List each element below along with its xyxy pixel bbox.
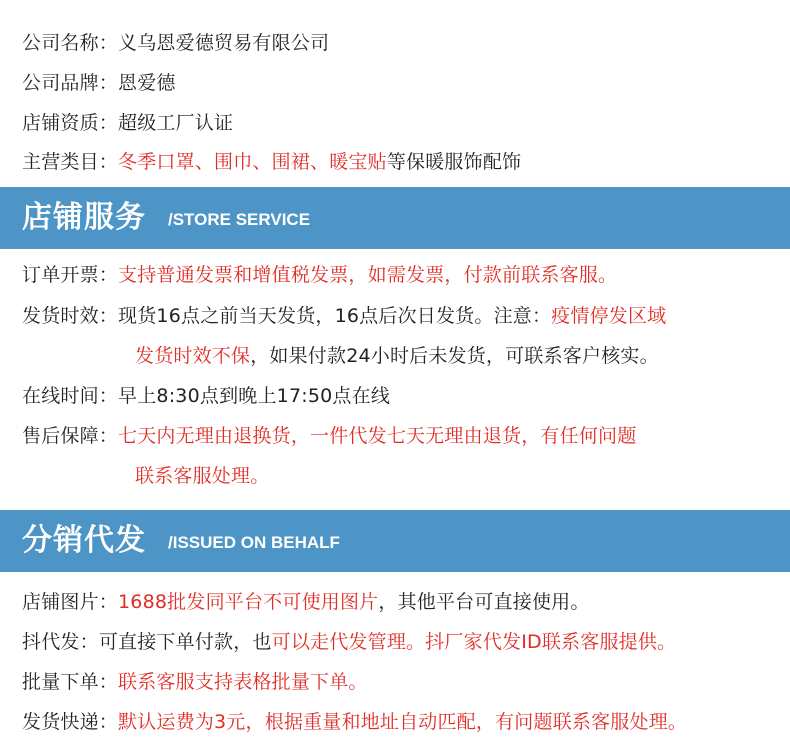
store-qualification-label: 店铺资质： [22, 112, 119, 134]
company-name-row [22, 30, 329, 56]
shipping-express-value: 默认运费为3元，根据重量和地址自动匹配，有问题联系客服处理。 [118, 711, 688, 733]
douyin-dropship-highlight: 可以走代发管理。抖厂家代发ID联系客服提供。 [271, 631, 677, 653]
store-qualification-row [22, 110, 233, 136]
store-images-rest: ，其他平台可直接使用。 [378, 591, 590, 613]
online-time-label: 在线时间： [22, 385, 119, 407]
shipping-time-text: 现货16点之前当天发货，16点后次日发货。注意： [118, 305, 552, 327]
after-sale-row-cont [22, 463, 269, 489]
store-images-row [22, 589, 590, 615]
company-brand-value: 恩爱德 [118, 72, 176, 94]
company-brand-label: 公司品牌： [22, 72, 119, 94]
store-service-header [0, 187, 790, 249]
invoice-value: 支持普通发票和增值税发票，如需发票，付款前联系客服。 [118, 264, 618, 286]
company-name-label: 公司名称： [22, 32, 119, 54]
shipping-express-row [22, 709, 687, 735]
main-category-rest: 等保暖服饰配饰 [386, 151, 522, 173]
after-sale-row [22, 423, 636, 449]
shipping-time-row-cont [22, 343, 659, 369]
shipping-express-label: 发货快递： [22, 711, 119, 733]
store-service-title: 店铺服务 [22, 200, 146, 235]
douyin-dropship-row [22, 629, 676, 655]
bulk-order-row [22, 669, 368, 695]
shipping-time-label: 发货时效： [22, 305, 119, 327]
company-brand-row [22, 70, 176, 96]
online-time-row [22, 383, 390, 409]
shipping-time-text-2: ，如果付款24小时后未发货，可联系客户核实。 [250, 345, 659, 367]
douyin-dropship-label: 抖代发： [22, 631, 99, 653]
main-category-label: 主营类目： [22, 151, 119, 173]
after-sale-value: 七天内无理由退换货，一件代发七天无理由退货，有任何问题 [118, 425, 637, 447]
store-images-label: 店铺图片： [22, 591, 119, 613]
invoice-row [22, 262, 617, 288]
store-images-highlight: 1688批发同平台不可使用图片 [118, 591, 379, 613]
main-category-row [22, 149, 521, 175]
bulk-order-value: 联系客服支持表格批量下单。 [118, 671, 368, 693]
dropship-header [0, 510, 790, 572]
after-sale-value-2: 联系客服处理。 [135, 465, 270, 487]
douyin-dropship-text: 可直接下单付款，也 [98, 631, 272, 653]
dropship-subtitle: /ISSUED ON BEHALF [168, 533, 340, 552]
shipping-time-highlight: 疫情停发区域 [551, 305, 667, 327]
invoice-label: 订单开票： [22, 264, 119, 286]
main-category-highlight: 冬季口罩、围巾、围裙、暖宝贴 [118, 151, 387, 173]
shipping-time-row [22, 303, 666, 329]
company-name-value: 义乌恩爱德贸易有限公司 [118, 32, 330, 54]
shipping-time-highlight-2: 发货时效不保 [135, 345, 251, 367]
online-time-value: 早上8:30点到晚上17:50点在线 [118, 385, 391, 407]
store-service-subtitle: /STORE SERVICE [168, 210, 311, 229]
store-qualification-value: 超级工厂认证 [118, 112, 234, 134]
bulk-order-label: 批量下单： [22, 671, 119, 693]
dropship-title: 分销代发 [22, 523, 146, 558]
after-sale-label: 售后保障： [22, 425, 119, 447]
